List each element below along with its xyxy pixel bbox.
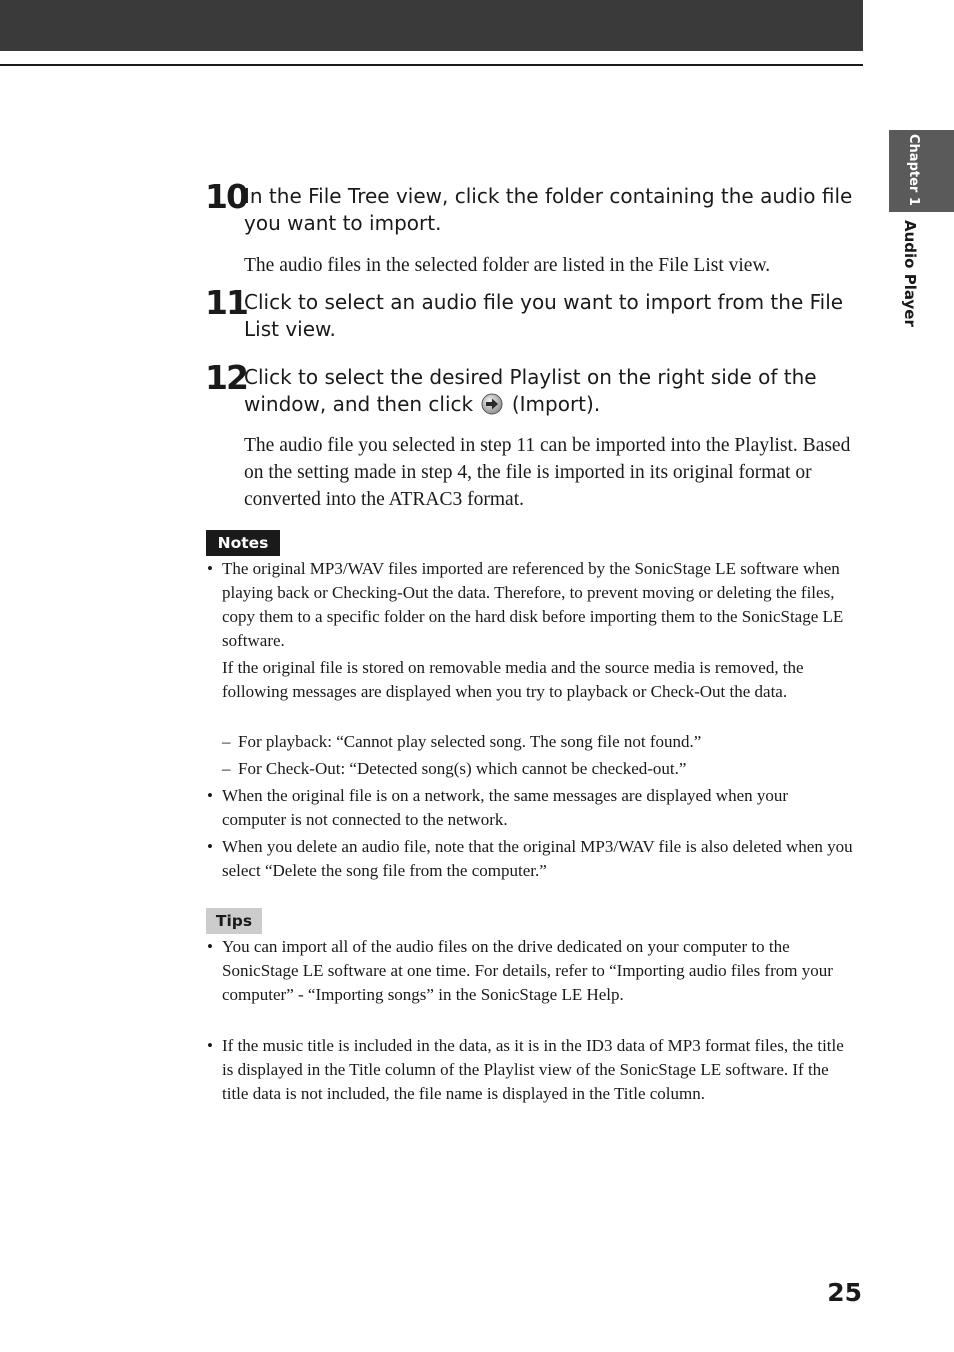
step-text bbox=[244, 364, 855, 418]
step-text: Click to select an audio file you want to import from the File List view. bbox=[244, 290, 844, 341]
note-item bbox=[207, 784, 853, 832]
bullet-mark: • bbox=[207, 837, 213, 856]
step-text-before: Click to select the desired Playlist on the right side of the window, and then click bbox=[244, 365, 817, 416]
note-text: When you delete an audio file, note that the original MP3/WAV file is also deleted when you select “Delete the song file from the computer.” bbox=[222, 837, 853, 880]
header-bar bbox=[0, 0, 863, 51]
header-rule bbox=[0, 64, 863, 66]
tip-text: If the music title is included in the data, as it is in the ID3 data of MP3 format files, the title is displayed in the Title column of the Playlist view of the SonicStage LE software. If the title data is not included, the file name is displayed in the Title column. bbox=[222, 1036, 844, 1103]
step-number: 12 bbox=[205, 358, 247, 397]
bullet-mark: • bbox=[207, 559, 213, 578]
step-12 bbox=[205, 358, 855, 418]
note-item bbox=[207, 835, 853, 883]
section-label: Audio Player bbox=[901, 220, 919, 327]
note-text: When the original file is on a network, the same messages are displayed when your computer is not connected to the network. bbox=[222, 786, 789, 829]
step-11 bbox=[205, 283, 855, 343]
dash-mark: – bbox=[222, 732, 231, 751]
step-10 bbox=[205, 177, 855, 237]
bullet-mark: • bbox=[207, 1036, 213, 1055]
page-number: 25 bbox=[827, 1278, 862, 1307]
note-followup: If the original file is stored on removable media and the source media is removed, the following messages are displayed when you try to playback or Check-Out the data. bbox=[222, 658, 804, 701]
chapter-label: Chapter 1 bbox=[906, 134, 921, 206]
tip-item bbox=[207, 935, 853, 1007]
bullet-mark: • bbox=[207, 937, 213, 956]
step-10-detail: The audio files in the selected folder are listed in the File List view. bbox=[244, 255, 771, 276]
step-text-after: (Import). bbox=[511, 392, 601, 416]
note-item bbox=[207, 557, 853, 653]
note-text: The original MP3/WAV files imported are referenced by the SonicStage LE software when playing back or Checking-Out the data. Therefore, to prevent moving or deleting the files, copy them to a specific folder on the hard disk before importing them to the SonicStage LE software. bbox=[222, 559, 844, 650]
message-text: For playback: “Cannot play selected song. The song file not found.” bbox=[238, 732, 702, 751]
step-number: 10 bbox=[205, 177, 247, 216]
tip-text: You can import all of the audio files on the drive dedicated on your computer to the SonicStage LE software at one time. For details, refer to “Importing audio files from your computer” - “Importing songs” in the SonicStage LE Help. bbox=[222, 937, 833, 1004]
note-message bbox=[222, 730, 854, 754]
step-text: In the File Tree view, click the folder containing the audio file you want to import. bbox=[244, 184, 853, 235]
tip-item bbox=[207, 1034, 853, 1106]
step-12-detail: The audio file you selected in step 11 can be imported into the Playlist. Based on the setting made in step 4, the file is imported in its original format or converted into the ATRAC3 format. bbox=[244, 435, 851, 510]
dash-mark: – bbox=[222, 759, 231, 778]
tips-label: Tips bbox=[206, 908, 262, 934]
import-icon bbox=[481, 393, 503, 415]
message-text: For Check-Out: “Detected song(s) which cannot be checked-out.” bbox=[238, 759, 687, 778]
step-number: 11 bbox=[205, 283, 247, 322]
bullet-mark: • bbox=[207, 786, 213, 805]
notes-label: Notes bbox=[206, 530, 280, 556]
note-message bbox=[222, 757, 854, 781]
